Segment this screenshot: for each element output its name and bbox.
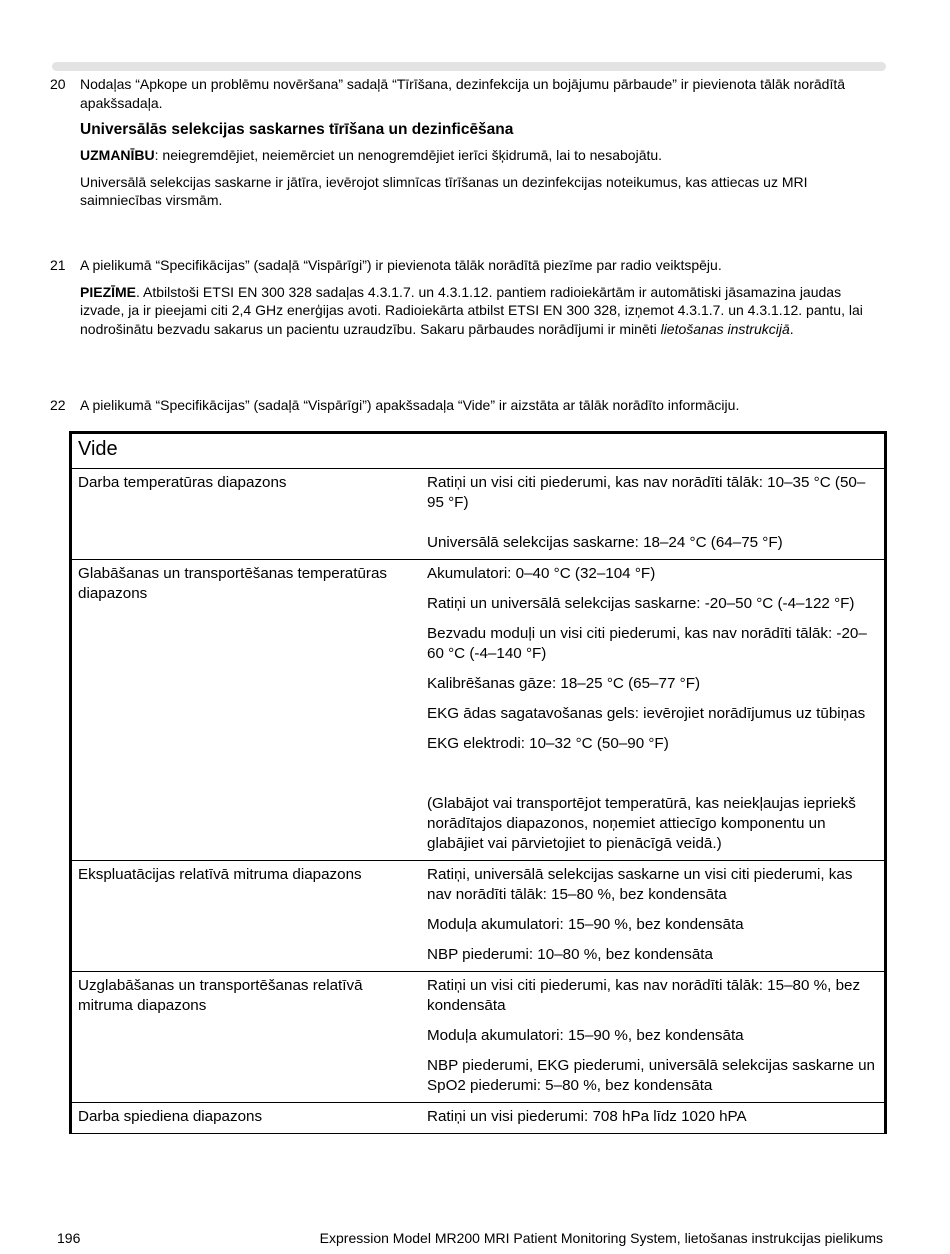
row-values bbox=[421, 560, 886, 861]
table-row bbox=[71, 560, 886, 861]
note-text: . Atbilstoši ETSI EN 300 328 sadaļas 4.3.1.7. un 4.3.1.12. pantiem radioiekārtām ir automātiski jāsamazina jaudas izvade, ja ir pieejami citi 2,4 GHz enerģijas avoti. Radioiekārta atbilst ETSI EN 300 328, izņemot 4.3.1.7. un 4.3.1.12. pantu, lai nodrošinātu bezvadu sakarus un pacientu uzraudzību. Sakaru pārbaudes norādījumi ir minēti bbox=[80, 283, 863, 337]
note-end: . bbox=[789, 320, 794, 337]
row-value: (Glabājot vai transportējot temperatūrā, kas neiekļaujas iepriekš norādītajos diapazonos, noņemiet attiecīgo komponentu un glabājiet vai pārvietojiet to pienācīgā veidā.) bbox=[427, 795, 856, 852]
note-label: PIEZĪME bbox=[80, 283, 137, 300]
table-title: Vide bbox=[71, 433, 886, 469]
item-intro: A pielikumā “Specifikācijas” (sadaļā “Vispārīgi”) apakšsadaļa “Vide” ir aizstāta ar tālāk norādīto informāciju. bbox=[80, 397, 740, 413]
row-value: Akumulatori: 0–40 °C (32–104 °F) bbox=[427, 565, 656, 582]
cleaning-paragraph: Universālā selekcijas saskarne ir jātīra, ievērojot slimnīcas tīrīšanas un dezinfekcijas noteikumus, kas attiecas uz MRI saimniecības virsmām. bbox=[80, 173, 808, 208]
row-value: Ratiņi un visi citi piederumi, kas nav norādīti tālāk: 15–80 %, bez kondensāta bbox=[427, 977, 861, 1014]
row-value: Moduļa akumulatori: 15–90 %, bez kondensāta bbox=[427, 916, 744, 933]
table-title-row bbox=[71, 433, 886, 469]
row-value: NBP piederumi: 10–80 %, bez kondensāta bbox=[427, 946, 713, 963]
item-intro: A pielikumā “Specifikācijas” (sadaļā “Vispārīgi”) ir pievienota tālāk norādītā piezīme par radio veiktspēju. bbox=[80, 257, 722, 273]
row-value: EKG elektrodi: 10–32 °C (50–90 °F) bbox=[427, 735, 669, 752]
row-value: EKG ādas sagatavošanas gels: ievērojiet norādījumus uz tūbiņas bbox=[427, 705, 866, 722]
header-rule bbox=[52, 62, 886, 71]
item-21 bbox=[50, 256, 886, 346]
table-row bbox=[71, 1103, 886, 1134]
page-number: 196 bbox=[57, 1230, 81, 1246]
note-paragraph bbox=[80, 283, 886, 339]
table-row bbox=[71, 972, 886, 1103]
table-row bbox=[71, 469, 886, 560]
table-row bbox=[71, 861, 886, 972]
row-values bbox=[421, 1103, 886, 1134]
footer-title: Expression Model MR200 MRI Patient Monitoring System, lietošanas instrukcijas pielikums bbox=[319, 1230, 883, 1246]
row-label: Ekspluatācijas relatīvā mitruma diapazons bbox=[71, 861, 422, 972]
note-italic: lietošanas instrukcijā bbox=[660, 320, 790, 337]
row-value: Ratiņi un visi citi piederumi, kas nav norādīti tālāk: 10–35 °C (50–95 °F) bbox=[427, 474, 866, 511]
caution-paragraph bbox=[80, 146, 886, 165]
environment-table bbox=[69, 431, 887, 1134]
subsection-heading: Universālās selekcijas saskarnes tīrīšana un dezinficēšana bbox=[80, 121, 514, 138]
caution-text: : neiegremdējiet, neiemērciet un nenogremdējiet ierīci šķidrumā, lai to nesabojātu. bbox=[154, 147, 663, 163]
row-value: Universālā selekcijas saskarne: 18–24 °C (64–75 °F) bbox=[427, 534, 783, 551]
item-20 bbox=[50, 75, 886, 218]
row-value: Ratiņi un visi piederumi: 708 hPa līdz 1020 hPA bbox=[427, 1108, 747, 1125]
row-value: Moduļa akumulatori: 15–90 %, bez kondensāta bbox=[427, 1027, 744, 1044]
row-label: Uzglabāšanas un transportēšanas relatīvā mitruma diapazons bbox=[71, 972, 422, 1103]
row-values bbox=[421, 972, 886, 1103]
row-label: Glabāšanas un transportēšanas temperatūras diapazons bbox=[71, 560, 422, 861]
item-number: 20 bbox=[50, 76, 66, 92]
row-value: Bezvadu moduļi un visi citi piederumi, kas nav norādīti tālāk: -20–60 °C (-4–140 °F) bbox=[427, 625, 867, 662]
row-values bbox=[421, 861, 886, 972]
row-value: Ratiņi un universālā selekcijas saskarne: -20–50 °C (-4–122 °F) bbox=[427, 595, 855, 612]
item-number: 22 bbox=[50, 397, 66, 413]
item-intro: Nodaļas “Apkope un problēmu novēršana” sadaļā “Tīrīšana, dezinfekcija un bojājumu pārbaude” ir pievienota tālāk norādītā apakšsadaļa. bbox=[80, 76, 846, 111]
row-label: Darba temperatūras diapazons bbox=[71, 469, 422, 560]
row-value: NBP piederumi, EKG piederumi, universālā selekcijas saskarne un SpO2 piederumi: 5–80 %, bez kondensāta bbox=[427, 1057, 875, 1094]
row-label: Darba spiediena diapazons bbox=[71, 1103, 422, 1134]
item-number: 21 bbox=[50, 257, 66, 273]
row-value: Kalibrēšanas gāze: 18–25 °C (65–77 °F) bbox=[427, 675, 701, 692]
row-value: Ratiņi, universālā selekcijas saskarne un visi citi piederumi, kas nav norādīti tālāk: 15–80 %, bez kondensāta bbox=[427, 866, 853, 903]
caution-label: UZMANĪBU bbox=[80, 147, 155, 163]
row-values bbox=[421, 469, 886, 560]
item-22 bbox=[50, 396, 886, 423]
